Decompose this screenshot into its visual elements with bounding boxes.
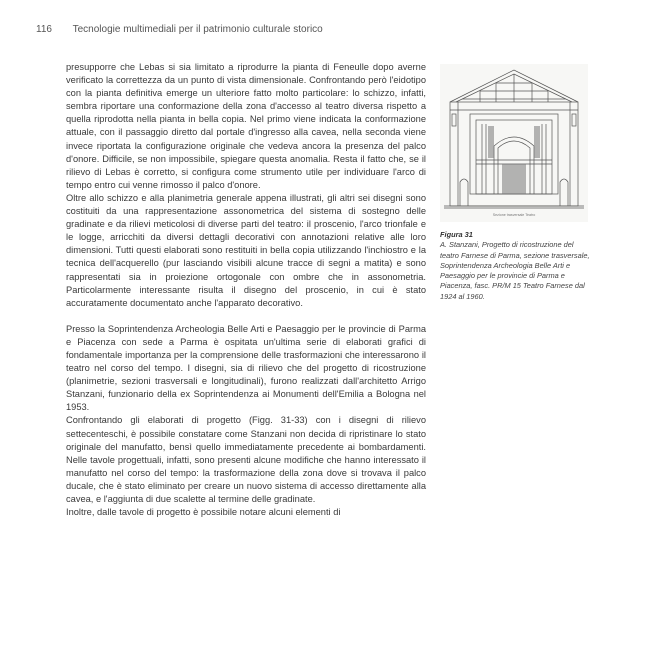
body-paragraph: presupporre che Lebas si sia limitato a riprodurre la pianta di Feneulle dopo averne verificato la correttezza da un punto di vista dimensionale. Confrontando però l'eidotipo con la pianta definitiva emerge un ulteriore fatto molto particolare: lo schizzo, infatti, sembra riportare una conformazione della zona d'accesso al teatro diversa rispetto a quella riprodotta nella pianta in bella copia. Nel primo viene indicata la conformazione attuale, con il passaggio diretto dal portale d'ingresso alla cavea, nella seconda viene invece riportata la configurazione originale che vedeva ancora la presenza del palco d'onore. Difficile, se non impossibile, spiegare questa anomalia. Resta il fatto che, se il rilievo di Lebas è corretto, si configura come strumento utile per individuare l'arco di tempo entro cui venne rimosso il palco d'onore.	[66, 62, 426, 190]
caption-text: A. Stanzani, Progetto di ricostruzione del teatro Farnese di Parma, sezione trasversale, Soprintendenza Archeologia Belle Arti e Paesaggio per le provincie di Parma e Piacenza, fasc. PR/M 15 Teatro Farnese dal 1924 al 1960.	[440, 240, 590, 301]
page-number: 116	[36, 24, 52, 35]
body-paragraph: Inoltre, dalle tavole di progetto è possibile notare alcuni elementi di	[66, 507, 341, 518]
running-title: Tecnologie multimediali per il patrimonio culturale storico	[72, 24, 323, 35]
body-paragraph: Presso la Soprintendenza Archeologia Belle Arti e Paesaggio per le provincie di Parma e Piacenza con sede a Parma è ospitata un'ultima serie di elaborati grafici di fondamentale importanza per la comprensione delle trasformazioni che interessarono il teatro nel corso del tempo. I disegni, sia di rilievo che del progetto di ricostruzione (planimetrie, sezioni trasversali e longitudinali), furono realizzati dall'architetto Arrigo Stanzani, funzionario della ex Soprintendenza ai Monumenti dell'Emilia a Bologna nel 1953.	[66, 323, 426, 413]
body-paragraph: Oltre allo schizzo e alla planimetria generale appena illustrati, gli altri sei disegni sono costituiti da una rappresentazione assonometrica del sistema di sostegno delle gradinate e da rilievi meticolosi di diverse parti del teatro: il proscenio, l'arco trionfale e le logge, arricchiti da diversi dettagli decorativi con annotazioni relative alle loro dimensioni. Tutti questi elaborati sono restituiti in bella copia utilizzando l'inchiostro e la tecnica dell'acquerello (pur lasciando visibili alcune tracce di segni a matita) e sono rappresentati sia in proiezione ortogonale con ombre che in assonometria. Particolarmente interessante risulta il disegno del proscenio, in cui è stato accuratamente documentato anche l'apparato decorativo.	[66, 192, 426, 308]
body-paragraph: Confrontando gli elaborati di progetto (Figg. 31-33) con i disegni di rilievo settecenteschi, è possibile constatare come Stanzani non decida di ripristinare lo stato originale del manufatto, bensì quello immediatamente precedente ai bombardamenti. Nelle tavole progettuali, infatti, sono presenti alcune modifiche che hanno interessato il manufatto nel corso del tempo: la trasformazione della zona dove si trovava il palco ducale, che è stato eliminato per creare un nuovo sistema di accesso direttamente alla cavea, e l'aggiunta di due scalette al termine delle gradinate.	[66, 415, 426, 504]
running-header	[36, 24, 616, 35]
main-text-column	[66, 61, 426, 519]
drawing-label: Sezione trasversale Teatro	[492, 213, 536, 217]
caption-title: Figura 31	[440, 230, 473, 239]
figure-caption	[440, 230, 590, 302]
figure-section-drawing	[440, 64, 588, 222]
